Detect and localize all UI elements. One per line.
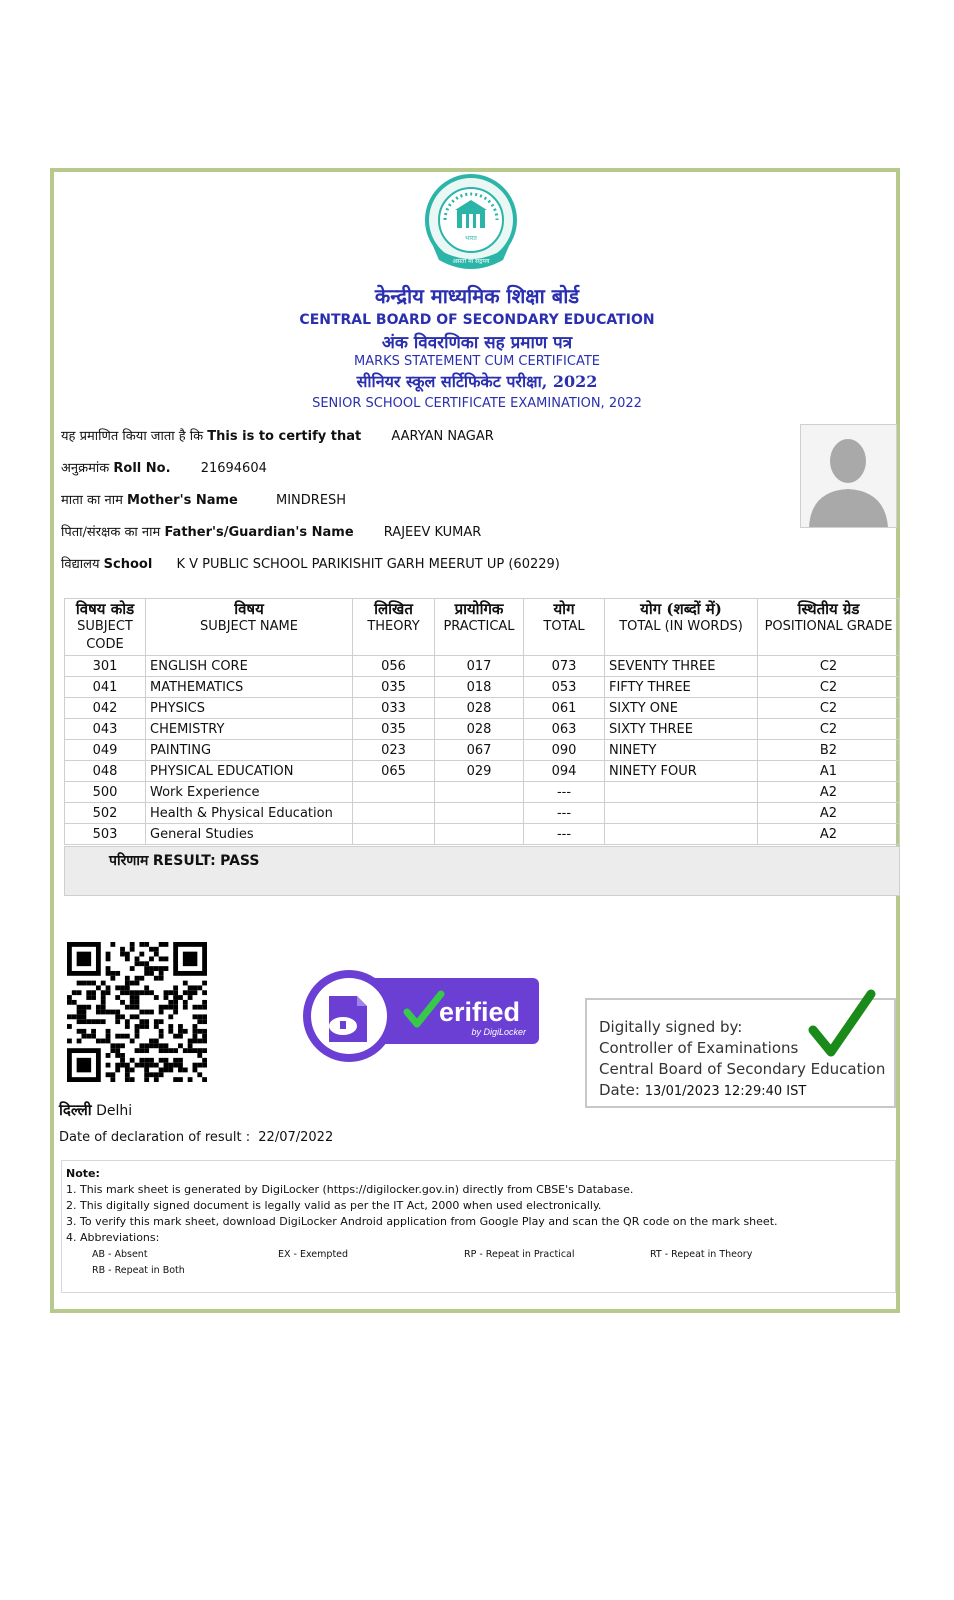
table-row	[65, 782, 900, 803]
table-row	[65, 719, 900, 740]
cell-words: NINETY FOUR	[605, 761, 758, 782]
table-row	[65, 824, 900, 845]
cell-practical: 028	[435, 698, 524, 719]
signature-line-3: Central Board of Secondary Education	[599, 1060, 886, 1078]
roll-label-hindi: अनुक्रमांक	[61, 461, 110, 476]
header-practical: प्रायोगिक PRACTICAL	[435, 599, 524, 656]
place-row	[59, 1100, 132, 1120]
abbrev-repeat-both: RB - Repeat in Both	[92, 1265, 185, 1276]
table-row	[65, 656, 900, 677]
cell-words: SIXTY THREE	[605, 719, 758, 740]
cell-total: ---	[524, 782, 605, 803]
declaration-date: 22/07/2022	[258, 1130, 334, 1145]
cell-theory	[353, 782, 435, 803]
header-theory: लिखित THEORY	[353, 599, 435, 656]
note-line-3: 3. To verify this mark sheet, download DigiLocker Android application from Google Play and scan the QR code on the mark sheet.	[66, 1215, 778, 1228]
cell-practical: 028	[435, 719, 524, 740]
signature-date: 13/01/2023 12:29:40 IST	[644, 1084, 807, 1099]
logo-ribbon-text: असतो मा सद्गमय	[452, 258, 490, 265]
abbrev-repeat-theory: RT - Repeat in Theory	[650, 1249, 753, 1260]
cell-practical	[435, 782, 524, 803]
cbse-logo	[423, 174, 519, 274]
cell-subject: PHYSICAL EDUCATION	[146, 761, 353, 782]
mother-label-english: Mother's Name	[127, 493, 238, 508]
board-title-english: CENTRAL BOARD OF SECONDARY EDUCATION	[299, 312, 655, 328]
qr-code[interactable]	[67, 942, 207, 1082]
signature-date-row	[599, 1081, 806, 1099]
verified-subtext: by DigiLocker	[471, 1027, 526, 1037]
roll-row	[61, 458, 267, 476]
cell-total: ---	[524, 824, 605, 845]
cell-subject: PAINTING	[146, 740, 353, 761]
header-code: विषय कोड SUBJECT CODE	[65, 599, 146, 656]
logo-mid-text: भारत	[465, 235, 477, 242]
cell-words: SEVENTY THREE	[605, 656, 758, 677]
header-grade: स्थितीय ग्रेड POSITIONAL GRADE	[758, 599, 900, 656]
cell-practical	[435, 824, 524, 845]
cell-theory: 056	[353, 656, 435, 677]
cell-total: 073	[524, 656, 605, 677]
cell-practical: 029	[435, 761, 524, 782]
school-label-hindi: विद्यालय	[61, 557, 100, 572]
cell-theory: 033	[353, 698, 435, 719]
place-english: Delhi	[96, 1103, 133, 1119]
cell-words	[605, 824, 758, 845]
note-line-4: 4. Abbreviations:	[66, 1231, 160, 1244]
cell-words	[605, 782, 758, 803]
father-name: RAJEEV KUMAR	[383, 525, 482, 540]
cell-practical	[435, 803, 524, 824]
cell-theory: 023	[353, 740, 435, 761]
student-name: AARYAN NAGAR	[391, 429, 494, 444]
cell-grade: B2	[758, 740, 900, 761]
marks-table	[64, 598, 900, 845]
declaration-row	[59, 1130, 333, 1145]
document-title-english: MARKS STATEMENT CUM CERTIFICATE	[353, 354, 601, 369]
cell-total: 061	[524, 698, 605, 719]
cell-code: 041	[65, 677, 146, 698]
signature-line-2: Controller of Examinations	[599, 1039, 799, 1057]
signature-date-label: Date:	[599, 1081, 640, 1099]
cell-practical: 018	[435, 677, 524, 698]
cell-code: 042	[65, 698, 146, 719]
cell-subject: CHEMISTRY	[146, 719, 353, 740]
cell-subject: General Studies	[146, 824, 353, 845]
cell-practical: 067	[435, 740, 524, 761]
cell-total: 063	[524, 719, 605, 740]
cell-grade: C2	[758, 677, 900, 698]
cell-code: 503	[65, 824, 146, 845]
cell-grade: C2	[758, 698, 900, 719]
cell-grade: A2	[758, 824, 900, 845]
mother-name: MINDRESH	[276, 493, 347, 508]
cell-theory: 065	[353, 761, 435, 782]
student-photo-placeholder	[800, 424, 897, 528]
table-row	[65, 740, 900, 761]
header-total: योग TOTAL	[524, 599, 605, 656]
cell-grade: C2	[758, 656, 900, 677]
cell-theory: 035	[353, 719, 435, 740]
digital-signature-box	[585, 998, 896, 1108]
cell-words: FIFTY THREE	[605, 677, 758, 698]
cell-total: 094	[524, 761, 605, 782]
certify-label-hindi: यह प्रमाणित किया जाता है कि	[61, 429, 204, 444]
cell-grade: A2	[758, 782, 900, 803]
cell-grade: C2	[758, 719, 900, 740]
notes-box	[61, 1160, 896, 1293]
cell-theory: 035	[353, 677, 435, 698]
cell-subject: MATHEMATICS	[146, 677, 353, 698]
school-row	[61, 554, 560, 572]
certify-label-english: This is to certify that	[207, 429, 362, 444]
cell-code: 500	[65, 782, 146, 803]
note-line-2: 2. This digitally signed document is legally valid as per the IT Act, 2000 when used electronically.	[66, 1199, 602, 1212]
cell-code: 301	[65, 656, 146, 677]
cell-code: 502	[65, 803, 146, 824]
table-header-row	[65, 599, 900, 656]
abbrev-exempted: EX - Exempted	[278, 1249, 349, 1260]
result-panel	[64, 846, 900, 896]
table-row	[65, 803, 900, 824]
table-row	[65, 761, 900, 782]
cell-theory	[353, 824, 435, 845]
cell-words: NINETY	[605, 740, 758, 761]
cell-subject: ENGLISH CORE	[146, 656, 353, 677]
declaration-label: Date of declaration of result :	[59, 1130, 251, 1145]
cell-code: 049	[65, 740, 146, 761]
cell-code: 048	[65, 761, 146, 782]
cell-total: 053	[524, 677, 605, 698]
cell-practical: 017	[435, 656, 524, 677]
exam-title-hindi: सीनियर स्कूल सर्टिफिकेट परीक्षा, 2022	[356, 372, 598, 391]
result-label-english: RESULT:	[152, 853, 216, 869]
school-name: K V PUBLIC SCHOOL PARIKISHIT GARH MEERUT UP (60229)	[176, 557, 560, 572]
digilocker-verified-badge	[301, 968, 541, 1068]
cell-total: 090	[524, 740, 605, 761]
father-label-english: Father's/Guardian's Name	[164, 525, 354, 540]
school-label-english: School	[103, 557, 153, 572]
roll-label-english: Roll No.	[113, 461, 171, 476]
cell-subject: Health & Physical Education	[146, 803, 353, 824]
cell-code: 043	[65, 719, 146, 740]
cell-subject: PHYSICS	[146, 698, 353, 719]
mother-label-hindi: माता का नाम	[61, 493, 123, 508]
note-title: Note:	[66, 1167, 100, 1180]
roll-number: 21694604	[200, 461, 267, 476]
board-title-hindi: केन्द्रीय माध्यमिक शिक्षा बोर्ड	[374, 284, 580, 308]
cell-theory	[353, 803, 435, 824]
cell-grade: A1	[758, 761, 900, 782]
cell-words	[605, 803, 758, 824]
header-subject: विषय SUBJECT NAME	[146, 599, 353, 656]
verified-text: erified	[439, 997, 521, 1027]
result-value: PASS	[220, 853, 260, 869]
table-row	[65, 698, 900, 719]
exam-title-english: SENIOR SCHOOL CERTIFICATE EXAMINATION, 2022	[312, 396, 642, 411]
father-row	[61, 522, 481, 540]
avatar-icon	[801, 425, 896, 527]
cell-total: ---	[524, 803, 605, 824]
place-hindi: दिल्ली	[59, 1101, 92, 1119]
signature-line-1: Digitally signed by:	[599, 1018, 743, 1036]
cell-subject: Work Experience	[146, 782, 353, 803]
mother-row	[61, 490, 346, 508]
green-check-icon	[807, 988, 877, 1063]
cell-words: SIXTY ONE	[605, 698, 758, 719]
father-label-hindi: पिता/संरक्षक का नाम	[61, 525, 161, 540]
table-row	[65, 677, 900, 698]
result-label-hindi: परिणाम	[109, 853, 149, 869]
result-line	[109, 851, 259, 870]
certify-row	[61, 426, 494, 444]
header-total-words: योग (शब्दों में) TOTAL (IN WORDS)	[605, 599, 758, 656]
abbrev-absent: AB - Absent	[92, 1249, 148, 1260]
document-title-hindi: अंक विवरणिका सह प्रमाण पत्र	[381, 333, 573, 353]
abbrev-repeat-practical: RP - Repeat in Practical	[464, 1249, 575, 1260]
cell-grade: A2	[758, 803, 900, 824]
note-line-1: 1. This mark sheet is generated by DigiLocker (https://digilocker.gov.in) directly from CBSE's Database.	[66, 1183, 634, 1196]
